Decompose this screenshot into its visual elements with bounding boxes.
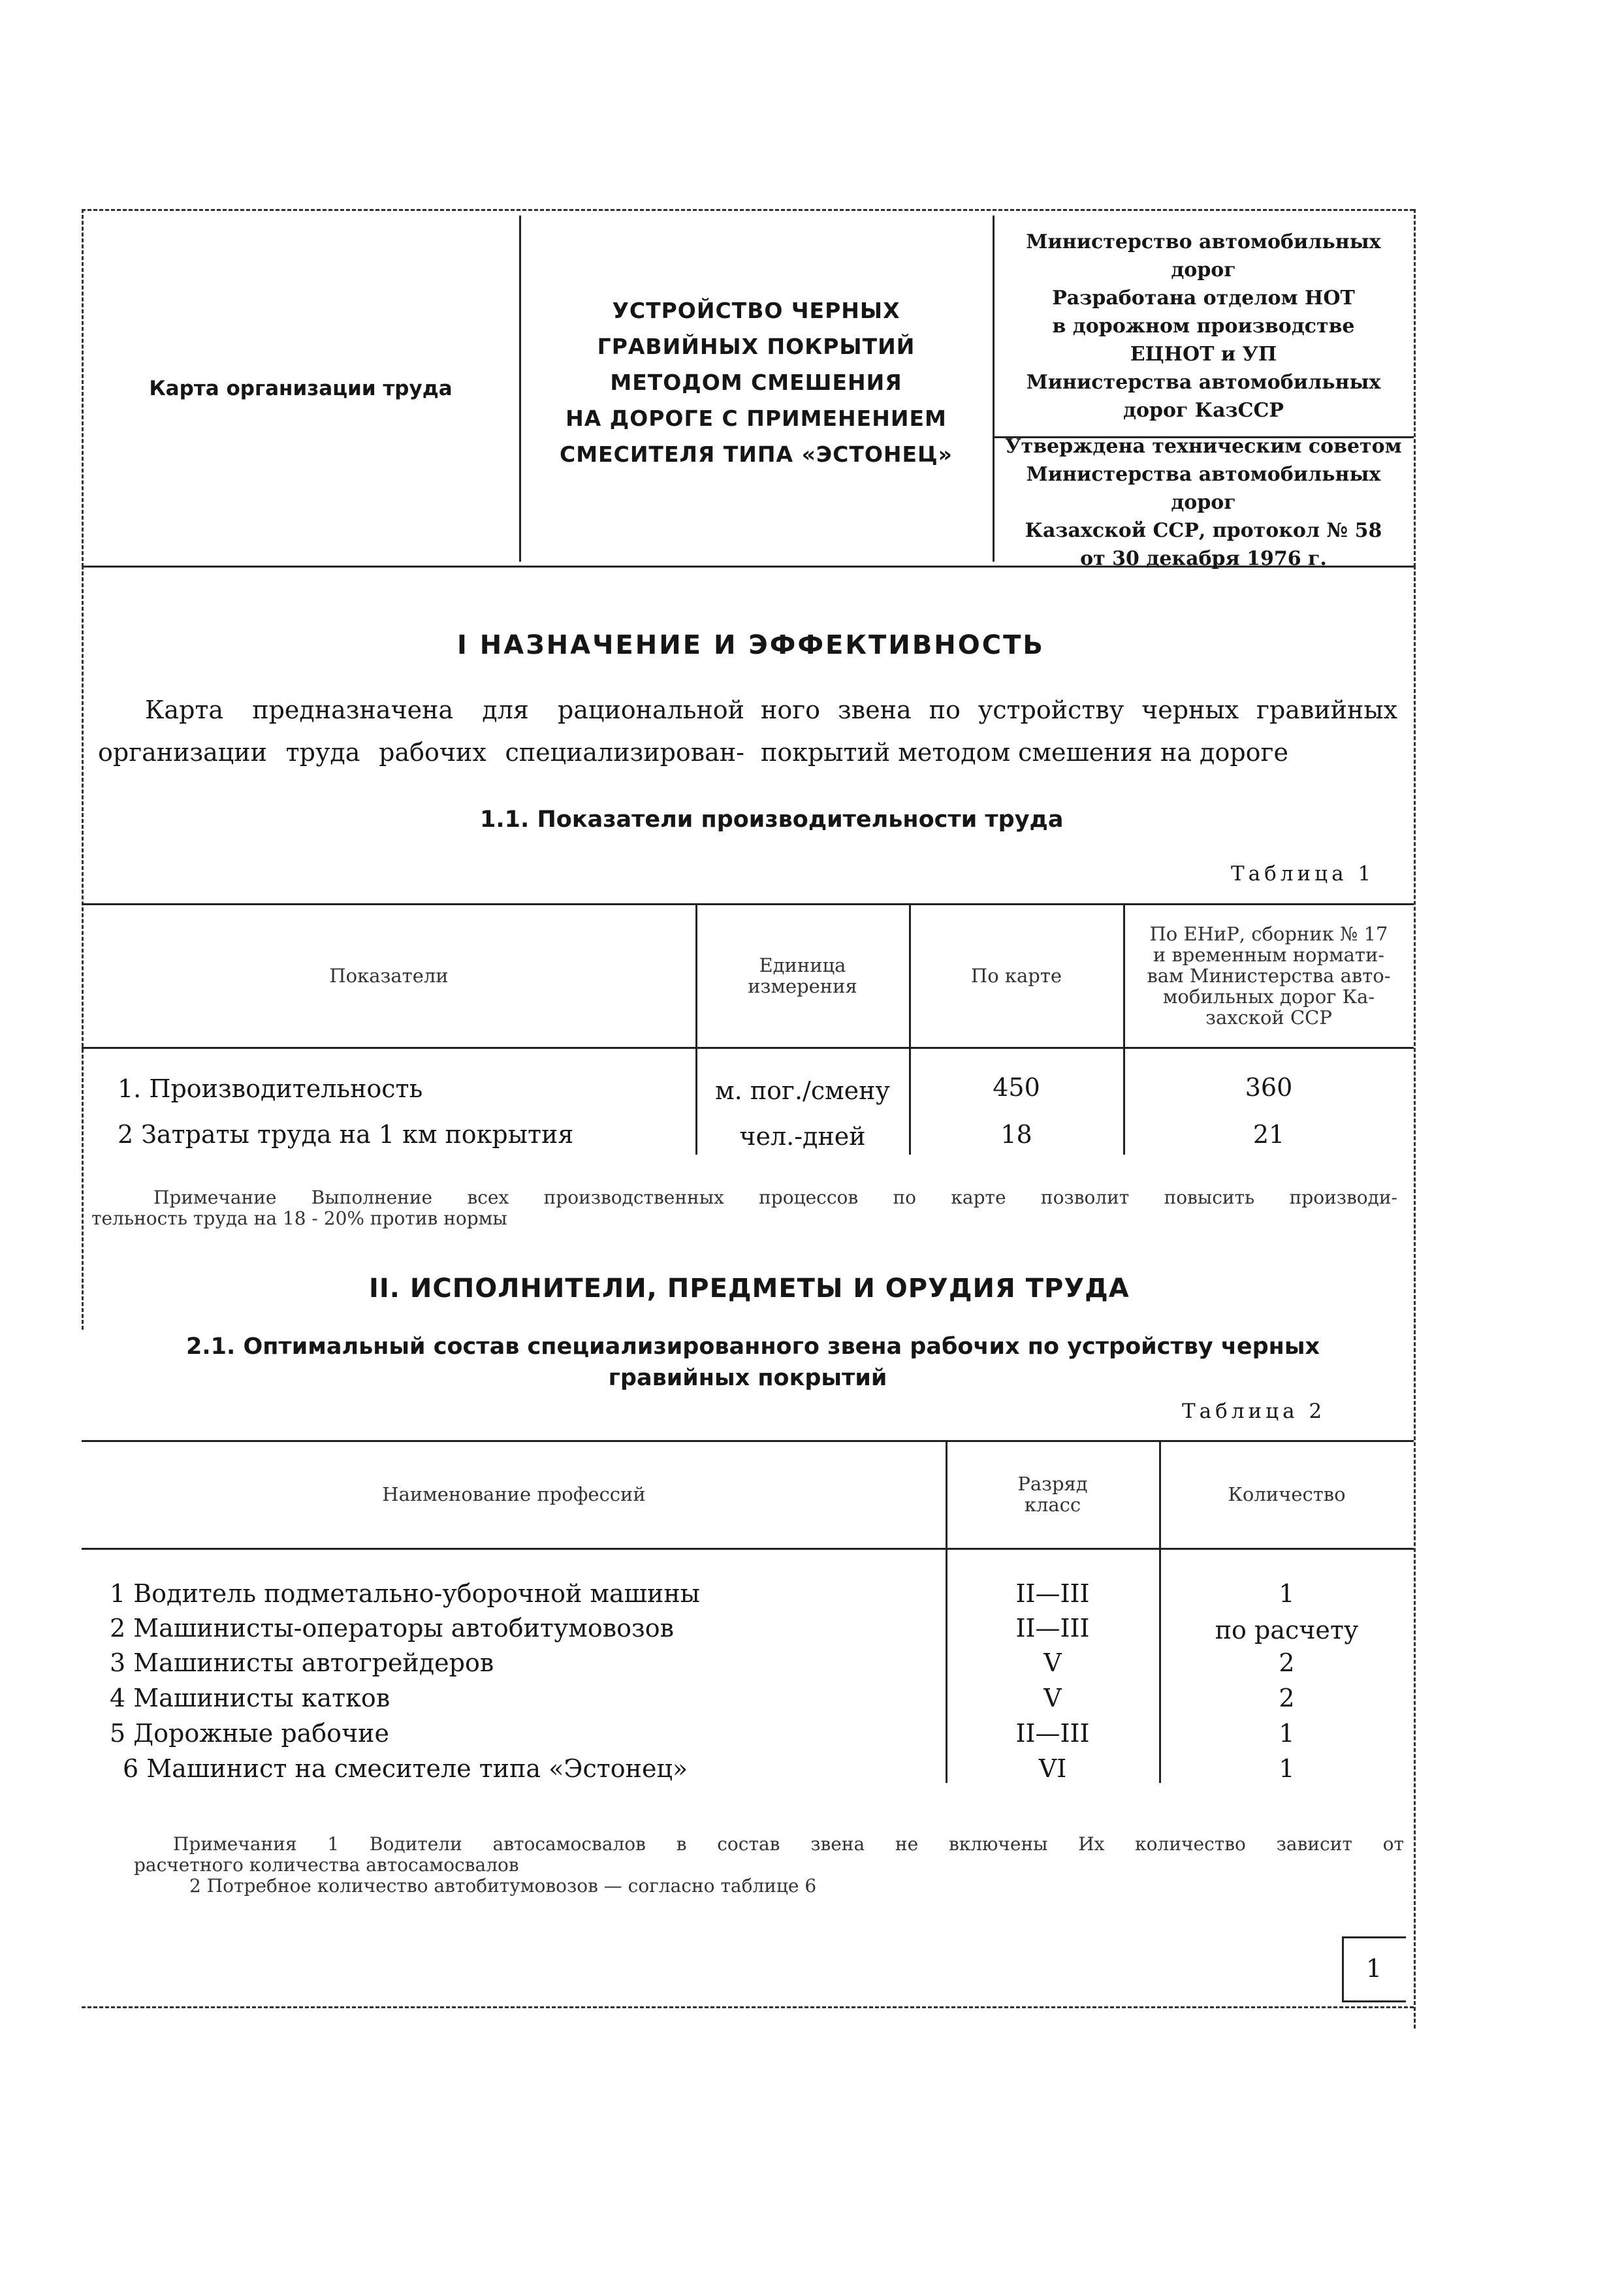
- section1-paragraph-left: [98, 689, 744, 774]
- header-line: По ЕНиР, сборник № 17: [1149, 922, 1388, 945]
- developer-line: Министерство автомобильных: [1026, 230, 1381, 253]
- table1-header-rule: [82, 1047, 1414, 1049]
- footer-rule: [82, 2006, 1414, 2008]
- title-line: ГРАВИЙНЫХ ПОКРЫТИЙ: [597, 333, 915, 359]
- section2-subsection-title: [186, 1331, 1320, 1394]
- table1-cell-unit: чел.-дней: [739, 1122, 866, 1151]
- developer-line: дорог КазССР: [1122, 398, 1284, 422]
- section1-title: I НАЗНАЧЕНИЕ И ЭФФЕКТИВНОСТЬ: [457, 630, 1045, 660]
- header-right-rule: [1414, 209, 1416, 567]
- table1-cell-per-norm: 360: [1245, 1073, 1293, 1102]
- table2-cell-profession: 3 Машинисты автогрейдеров: [110, 1648, 494, 1677]
- header-line: захской ССР: [1205, 1006, 1332, 1029]
- table2-cell-profession: 5 Дорожные рабочие: [110, 1719, 390, 1748]
- title-line: МЕТОДОМ СМЕШЕНИЯ: [610, 369, 902, 395]
- header-line: вам Министерства авто-: [1147, 964, 1391, 987]
- subtitle-line: гравийных покрытий: [608, 1365, 887, 1391]
- page-number: 1: [1365, 1954, 1382, 1983]
- paragraph-line: покрытий методом смешения на дороге: [761, 738, 1288, 767]
- title-line: УСТРОЙСТВО ЧЕРНЫХ: [612, 297, 900, 323]
- table1-header-unit: [697, 905, 908, 1046]
- table2-cell-quantity: 2: [1279, 1684, 1295, 1712]
- developer-line: Министерства автомобильных: [1026, 370, 1381, 394]
- frame-right-rule: [1414, 566, 1416, 2028]
- table2-header-quantity: Количество: [1228, 1483, 1346, 1505]
- developer-line: Разработана отделом НОТ: [1052, 286, 1355, 310]
- table2-cell-quantity: 1: [1279, 1579, 1295, 1608]
- table1-cell-unit: м. пог./смену: [715, 1076, 890, 1105]
- paragraph-line: Карта предназначена для рациональной: [145, 696, 744, 724]
- header-line: класс: [1024, 1494, 1081, 1516]
- table1-cell-per-card: 450: [993, 1073, 1040, 1102]
- developer-line: в дорожном производстве: [1052, 314, 1355, 338]
- approval-block: [995, 434, 1412, 570]
- table2-cell-grade: V: [1043, 1684, 1062, 1712]
- table1-cell-per-card: 18: [1000, 1120, 1032, 1149]
- note-line: 2 Потребное количество автобитумовозов — согласно таблице 6: [189, 1875, 817, 1897]
- document-title: [521, 287, 991, 477]
- approval-line: Утверждена техническим советом: [1005, 434, 1402, 458]
- table1-note: [91, 1187, 1397, 1229]
- table2-cell-grade: V: [1043, 1648, 1062, 1677]
- title-line: СМЕСИТЕЛЯ ТИПА «ЭСТОНЕЦ»: [560, 441, 953, 467]
- section1-subsection-title: 1.1. Показатели производительности труда: [480, 807, 1064, 833]
- header-line: мобильных дорог Ка-: [1162, 985, 1375, 1008]
- table2-note: [91, 1834, 1404, 1897]
- table2-cell-quantity: по расчету: [1215, 1616, 1359, 1644]
- table2-header-grade: [947, 1442, 1158, 1547]
- note-line: Примечания 1 Водители автосамосвалов в состав звена не включены Их количество зависит от: [173, 1833, 1404, 1855]
- table2-cell-profession: 6 Машинист на смесителе типа «Эстонец»: [123, 1754, 688, 1783]
- note-line: расчетного количества автосамосвалов: [134, 1854, 519, 1876]
- table1-header-per-card: По карте: [970, 964, 1062, 987]
- note-line: тельность труда на 18 - 20% против нормы: [91, 1208, 507, 1229]
- developer-block: [995, 219, 1412, 432]
- table2-cell-grade: II—III: [1015, 1614, 1090, 1643]
- table2-cell-profession: 1 Водитель подметально-уборочной машины: [110, 1579, 700, 1608]
- table2-cell-grade: II—III: [1015, 1579, 1090, 1608]
- table2-cell-quantity: 2: [1279, 1648, 1295, 1677]
- table2-cell-grade: VI: [1038, 1754, 1067, 1783]
- subtitle-line: 2.1. Оптимальный состав специализированного звена рабочих по устройству черных: [186, 1334, 1320, 1360]
- table1-cell-per-norm: 21: [1252, 1120, 1285, 1149]
- table1-cell-indicator: 1. Производительность: [118, 1074, 423, 1103]
- header-line: и временным нормати-: [1153, 943, 1385, 966]
- approval-line: Казахской ССР, протокол № 58: [1025, 519, 1382, 542]
- header-line: измерения: [748, 974, 857, 997]
- table1-header-indicator: Показатели: [329, 964, 449, 987]
- developer-line: дорог: [1171, 258, 1236, 281]
- developer-line: ЕЦНОТ и УП: [1130, 342, 1277, 366]
- header-top-rule: [82, 209, 1414, 211]
- table1-cell-indicator: 2 Затраты труда на 1 км покрытия: [118, 1120, 574, 1149]
- approval-line: от 30 декабря 1976 г.: [1080, 547, 1327, 570]
- table2-header-profession: Наименование профессий: [382, 1483, 646, 1505]
- section1-paragraph-right: [761, 689, 1397, 774]
- table2-cell-quantity: 1: [1279, 1754, 1295, 1783]
- header-line: Единица: [759, 954, 846, 976]
- table1-header-per-norm: [1125, 905, 1412, 1046]
- table2-cell-grade: II—III: [1015, 1719, 1090, 1748]
- paragraph-line: ного звена по устройству черных гравийных: [761, 696, 1397, 724]
- title-line: НА ДОРОГЕ С ПРИМЕНЕНИЕМ: [565, 405, 947, 431]
- table1-label: Таблица 1: [1231, 862, 1375, 886]
- table2-cell-profession: 4 Машинисты катков: [110, 1684, 390, 1712]
- table2-header-rule: [82, 1548, 1414, 1550]
- note-line: Примечание Выполнение всех производственных процессов по карте позволит повысить производи-: [153, 1187, 1397, 1208]
- approval-line: Министерства автомобильных дорог: [1026, 462, 1381, 514]
- table2-label: Таблица 2: [1182, 1400, 1326, 1423]
- card-label-text: Карта организации труда: [149, 377, 453, 400]
- paragraph-line: организации труда рабочих специализирован-: [98, 738, 744, 767]
- header-line: Разряд: [1017, 1473, 1088, 1495]
- section2-title: II. ИСПОЛНИТЕЛИ, ПРЕДМЕТЫ И ОРУДИЯ ТРУДА: [369, 1274, 1130, 1304]
- card-label: [84, 216, 518, 562]
- table2-cell-quantity: 1: [1279, 1719, 1295, 1748]
- table2-cell-profession: 2 Машинисты-операторы автобитумовозов: [110, 1614, 674, 1643]
